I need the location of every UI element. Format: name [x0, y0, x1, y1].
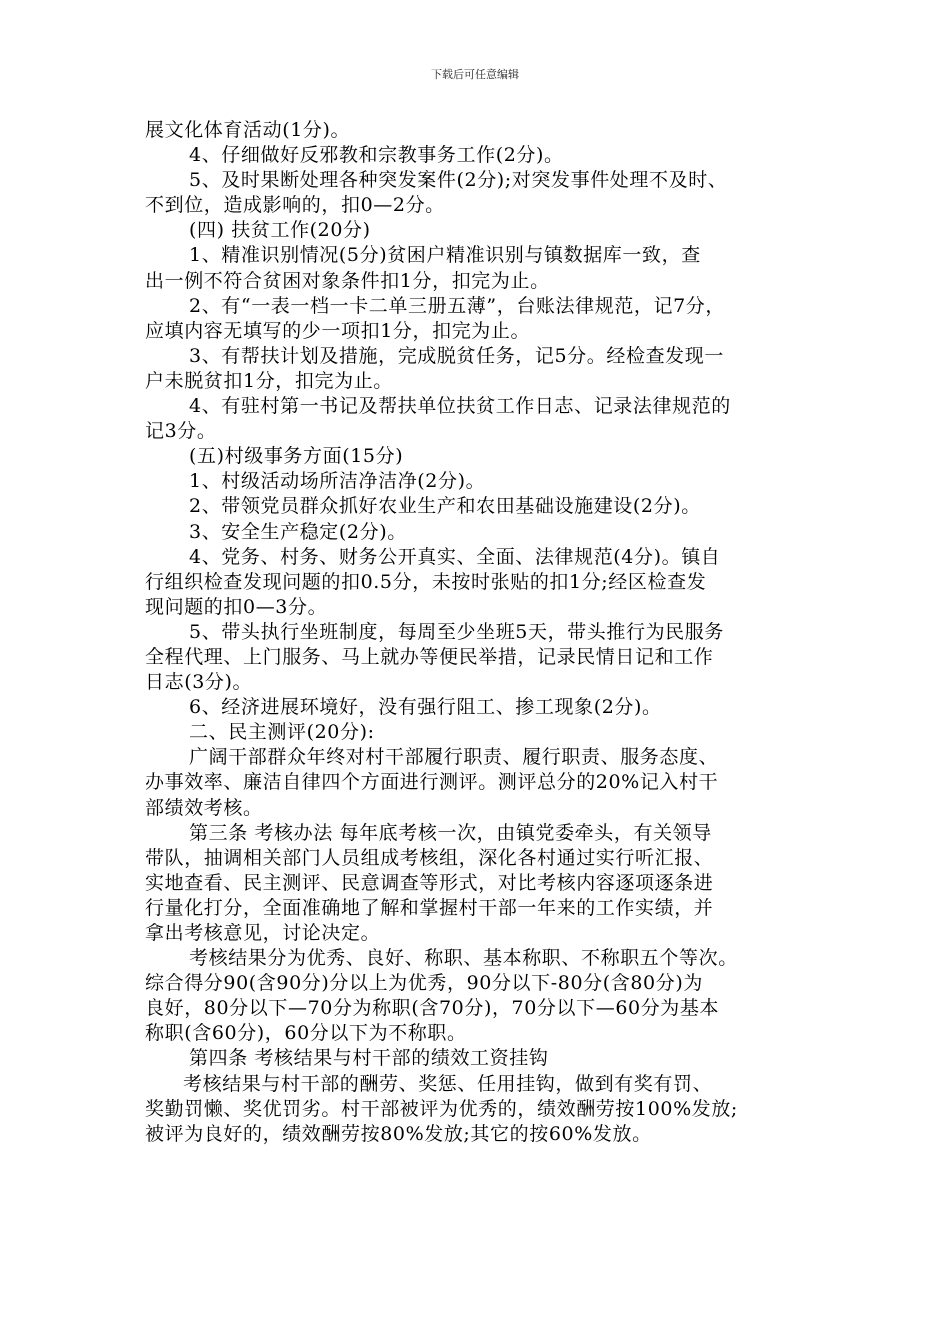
- text-line: (五)村级事务方面(15分): [189, 445, 404, 468]
- text-line: 行量化打分，全面准确地了解和掌握村干部一年来的工作实绩，并: [145, 896, 714, 919]
- text-line: 6、经济进展环境好，没有强行阻工、掺工现象(2分)。: [189, 696, 662, 719]
- text-line: (四) 扶贫工作(20分): [189, 219, 371, 242]
- text-line: 展文化体育活动(1分)。: [145, 119, 351, 141]
- text-line: 4、党务、村务、财务公开真实、全面、法律规范(4分)。镇自: [189, 545, 721, 568]
- text-line: 二、民主测评(20分):: [189, 721, 375, 744]
- text-line: 综合得分90(含90分)分以上为优秀，90分以下-80分(含80分)为: [145, 972, 703, 995]
- text-line: 考核结果分为优秀、良好、称职、基本称职、不称职五个等次。: [189, 947, 738, 970]
- text-line: 良好，80分以下—70分为称职(含70分)，70分以下—60分为基本: [145, 997, 720, 1020]
- text-line: 称职(含60分)，60分以下为不称职。: [145, 1022, 467, 1045]
- text-line: 部绩效考核。: [145, 796, 263, 819]
- document-body: [145, 118, 817, 1147]
- text-line: 广阔干部群众年终对村干部履行职责、履行职责、服务态度、: [189, 746, 719, 769]
- text-line: 第四条 考核结果与村干部的绩效工资挂钩: [189, 1047, 549, 1070]
- text-line: 1、村级活动场所洁净洁净(2分)。: [189, 470, 486, 493]
- text-line: 3、有帮扶计划及措施，完成脱贫任务，记5分。经检查发现一: [189, 344, 724, 367]
- text-line: 行组织检查发现问题的扣0.5分，未按时张贴的扣1分;经区检查发: [145, 570, 707, 593]
- text-line: 应填内容无填写的少一项扣1分，扣完为止。: [145, 319, 531, 342]
- text-line: 4、有驻村第一书记及帮扶单位扶贫工作日志、记录法律规范的: [189, 395, 731, 418]
- page-header: 下载后可任意编辑: [431, 68, 519, 81]
- text-line: 3、安全生产稳定(2分)。: [189, 520, 407, 543]
- text-line: 户未脱贫扣1分，扣完为止。: [145, 369, 393, 392]
- text-line: 5、带头执行坐班制度，每周至少坐班5天，带头推行为民服务: [189, 620, 724, 643]
- text-line: 4、仔细做好反邪教和宗教事务工作(2分)。: [189, 144, 564, 167]
- text-line: 带队，抽调相关部门人员组成考核组，深化各村通过实行听汇报、: [145, 846, 714, 869]
- text-line: 第三条 考核办法 每年底考核一次，由镇党委牵头，有关领导: [189, 821, 712, 844]
- text-line: 1、精准识别情况(5分)贫困户精准识别与镇数据库一致，查: [189, 244, 701, 267]
- text-line: 拿出考核意见，讨论决定。: [145, 922, 381, 944]
- text-line: 实地查看、民主测评、民意调查等形式，对比考核内容逐项逐条进: [145, 871, 714, 894]
- text-line: 奖勤罚懒、奖优罚劣。村干部被评为优秀的，绩效酬劳按100%发放;: [145, 1097, 738, 1120]
- text-line: 考核结果与村干部的酬劳、奖惩、任用挂钩，做到有奖有罚、: [183, 1072, 713, 1095]
- text-line: 记3分。: [145, 420, 217, 443]
- text-line: 日志(3分)。: [145, 671, 253, 694]
- text-line: 出一例不符合贫困对象条件扣1分，扣完为止。: [145, 269, 550, 292]
- text-line: 被评为良好的，绩效酬劳按80%发放;其它的按60%发放。: [145, 1122, 652, 1145]
- text-line: 办事效率、廉洁自律四个方面进行测评。测评总分的20%记入村干: [145, 771, 719, 794]
- text-line: 不到位，造成影响的，扣0—2分。: [145, 194, 445, 217]
- text-line: 2、带领党员群众抓好农业生产和农田基础设施建设(2分)。: [189, 495, 701, 518]
- text-line: 现问题的扣0—3分。: [145, 595, 328, 618]
- text-line: 2、有“一表一档一卡二单三册五薄”，台账法律规范，记7分，: [189, 294, 726, 317]
- text-line: 5、及时果断处理各种突发案件(2分);对突发事件处理不及时、: [189, 169, 728, 192]
- text-line: 全程代理、上门服务、马上就办等便民举措，记录民情日记和工作: [145, 645, 714, 668]
